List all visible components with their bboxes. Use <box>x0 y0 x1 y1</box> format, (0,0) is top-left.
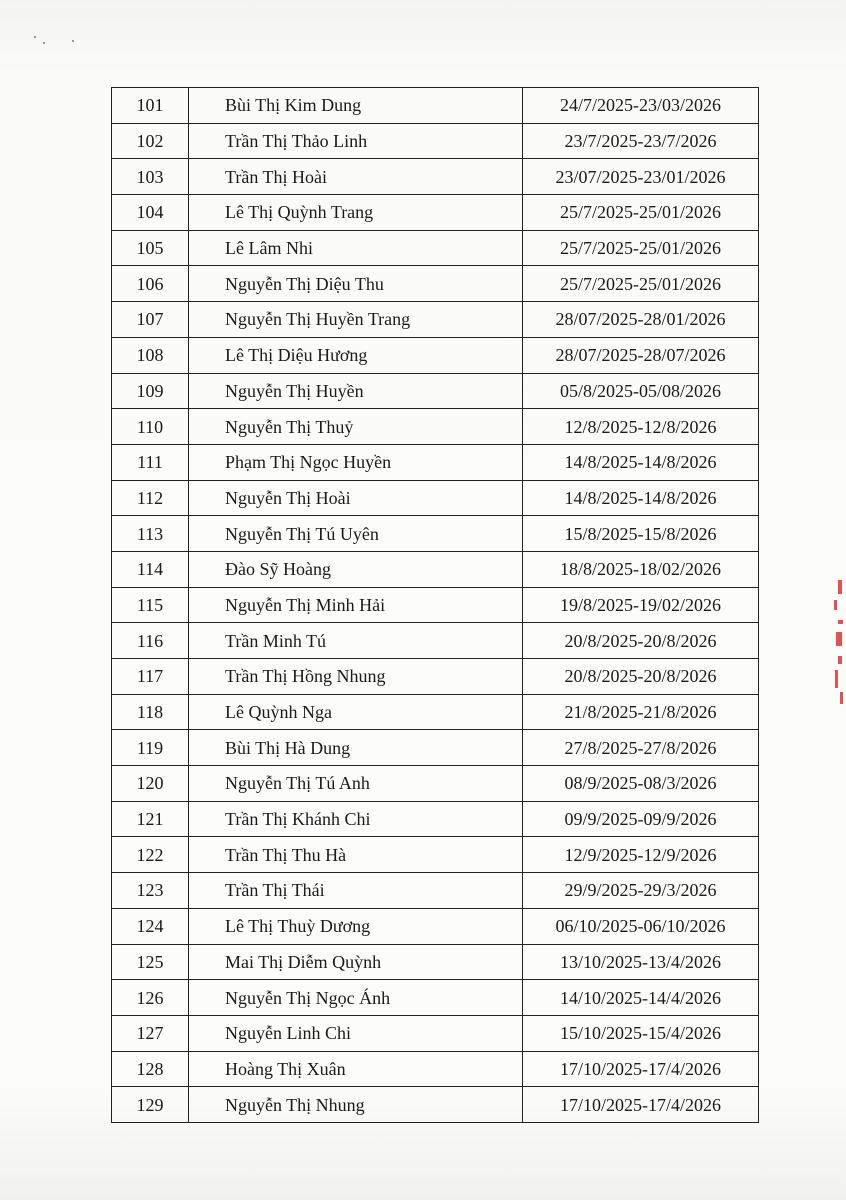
period-cell: 25/7/2025-25/01/2026 <box>523 195 759 231</box>
row-number-cell: 108 <box>112 337 189 373</box>
table-row <box>112 730 759 766</box>
period-cell: 28/07/2025-28/01/2026 <box>523 302 759 338</box>
table-row <box>112 766 759 802</box>
name-cell: Nguyễn Thị Nhung <box>189 1087 523 1123</box>
name-cell: Lê Thị Quỳnh Trang <box>189 195 523 231</box>
name-cell: Trần Thị Thái <box>189 873 523 909</box>
table-row <box>112 444 759 480</box>
table-row <box>112 908 759 944</box>
row-number-cell: 114 <box>112 551 189 587</box>
name-cell: Mai Thị Diễm Quỳnh <box>189 944 523 980</box>
row-number-cell: 101 <box>112 88 189 124</box>
row-number-cell: 128 <box>112 1051 189 1087</box>
period-cell: 05/8/2025-05/08/2026 <box>523 373 759 409</box>
table-row <box>112 230 759 266</box>
row-number-cell: 127 <box>112 1015 189 1051</box>
roster-table-body <box>112 88 759 1123</box>
name-cell: Lê Thị Thuỳ Dương <box>189 908 523 944</box>
row-number-cell: 103 <box>112 159 189 195</box>
row-number-cell: 107 <box>112 302 189 338</box>
row-number-cell: 116 <box>112 623 189 659</box>
name-cell: Trần Thị Hồng Nhung <box>189 659 523 695</box>
name-cell: Trần Thị Thu Hà <box>189 837 523 873</box>
period-cell: 08/9/2025-08/3/2026 <box>523 766 759 802</box>
row-number-cell: 112 <box>112 480 189 516</box>
name-cell: Nguyễn Thị Huyền Trang <box>189 302 523 338</box>
period-cell: 12/9/2025-12/9/2026 <box>523 837 759 873</box>
name-cell: Nguyễn Thị Tú Anh <box>189 766 523 802</box>
table-row <box>112 1015 759 1051</box>
table-row <box>112 1051 759 1087</box>
table-row <box>112 516 759 552</box>
row-number-cell: 102 <box>112 123 189 159</box>
table-row <box>112 159 759 195</box>
period-cell: 14/8/2025-14/8/2026 <box>523 480 759 516</box>
table-row <box>112 337 759 373</box>
row-number-cell: 122 <box>112 837 189 873</box>
name-cell: Trần Thị Hoài <box>189 159 523 195</box>
name-cell: Nguyễn Thị Tú Uyên <box>189 516 523 552</box>
table-row <box>112 123 759 159</box>
row-number-cell: 110 <box>112 409 189 445</box>
table-row <box>112 480 759 516</box>
name-cell: Nguyễn Thị Diệu Thu <box>189 266 523 302</box>
period-cell: 20/8/2025-20/8/2026 <box>523 659 759 695</box>
row-number-cell: 124 <box>112 908 189 944</box>
row-number-cell: 105 <box>112 230 189 266</box>
period-cell: 09/9/2025-09/9/2026 <box>523 801 759 837</box>
name-cell: Trần Thị Khánh Chi <box>189 801 523 837</box>
table-row <box>112 837 759 873</box>
table-row <box>112 373 759 409</box>
name-cell: Bùi Thị Hà Dung <box>189 730 523 766</box>
period-cell: 14/10/2025-14/4/2026 <box>523 980 759 1016</box>
name-cell: Trần Thị Thảo Linh <box>189 123 523 159</box>
row-number-cell: 111 <box>112 444 189 480</box>
table-row <box>112 1087 759 1123</box>
name-cell: Trần Minh Tú <box>189 623 523 659</box>
name-cell: Nguyễn Thị Huyền <box>189 373 523 409</box>
table-row <box>112 195 759 231</box>
row-number-cell: 126 <box>112 980 189 1016</box>
table-row <box>112 266 759 302</box>
period-cell: 06/10/2025-06/10/2026 <box>523 908 759 944</box>
period-cell: 17/10/2025-17/4/2026 <box>523 1087 759 1123</box>
table-row <box>112 980 759 1016</box>
red-stamp-edge <box>826 570 846 710</box>
table-row <box>112 873 759 909</box>
table-row <box>112 409 759 445</box>
table-row <box>112 551 759 587</box>
row-number-cell: 119 <box>112 730 189 766</box>
period-cell: 17/10/2025-17/4/2026 <box>523 1051 759 1087</box>
period-cell: 19/8/2025-19/02/2026 <box>523 587 759 623</box>
table-row <box>112 88 759 124</box>
table-row <box>112 801 759 837</box>
table-row <box>112 302 759 338</box>
period-cell: 21/8/2025-21/8/2026 <box>523 694 759 730</box>
table-row <box>112 944 759 980</box>
period-cell: 12/8/2025-12/8/2026 <box>523 409 759 445</box>
period-cell: 15/8/2025-15/8/2026 <box>523 516 759 552</box>
row-number-cell: 104 <box>112 195 189 231</box>
name-cell: Phạm Thị Ngọc Huyền <box>189 444 523 480</box>
name-cell: Đào Sỹ Hoàng <box>189 551 523 587</box>
period-cell: 14/8/2025-14/8/2026 <box>523 444 759 480</box>
period-cell: 23/7/2025-23/7/2026 <box>523 123 759 159</box>
table-row <box>112 623 759 659</box>
period-cell: 13/10/2025-13/4/2026 <box>523 944 759 980</box>
table-row <box>112 587 759 623</box>
table-row <box>112 659 759 695</box>
name-cell: Bùi Thị Kim Dung <box>189 88 523 124</box>
row-number-cell: 129 <box>112 1087 189 1123</box>
row-number-cell: 106 <box>112 266 189 302</box>
period-cell: 24/7/2025-23/03/2026 <box>523 88 759 124</box>
period-cell: 25/7/2025-25/01/2026 <box>523 230 759 266</box>
name-cell: Lê Thị Diệu Hương <box>189 337 523 373</box>
row-number-cell: 123 <box>112 873 189 909</box>
period-cell: 20/8/2025-20/8/2026 <box>523 623 759 659</box>
name-cell: Nguyễn Thị Thuỷ <box>189 409 523 445</box>
name-cell: Nguyễn Thị Minh Hải <box>189 587 523 623</box>
period-cell: 28/07/2025-28/07/2026 <box>523 337 759 373</box>
period-cell: 15/10/2025-15/4/2026 <box>523 1015 759 1051</box>
name-cell: Hoàng Thị Xuân <box>189 1051 523 1087</box>
name-cell: Nguyễn Thị Hoài <box>189 480 523 516</box>
name-cell: Lê Quỳnh Nga <box>189 694 523 730</box>
roster-table <box>111 87 759 1123</box>
table-row <box>112 694 759 730</box>
row-number-cell: 120 <box>112 766 189 802</box>
period-cell: 27/8/2025-27/8/2026 <box>523 730 759 766</box>
row-number-cell: 121 <box>112 801 189 837</box>
row-number-cell: 117 <box>112 659 189 695</box>
row-number-cell: 115 <box>112 587 189 623</box>
period-cell: 18/8/2025-18/02/2026 <box>523 551 759 587</box>
row-number-cell: 109 <box>112 373 189 409</box>
period-cell: 23/07/2025-23/01/2026 <box>523 159 759 195</box>
row-number-cell: 125 <box>112 944 189 980</box>
name-cell: Nguyễn Thị Ngọc Ánh <box>189 980 523 1016</box>
period-cell: 25/7/2025-25/01/2026 <box>523 266 759 302</box>
row-number-cell: 113 <box>112 516 189 552</box>
name-cell: Nguyễn Linh Chi <box>189 1015 523 1051</box>
name-cell: Lê Lâm Nhi <box>189 230 523 266</box>
period-cell: 29/9/2025-29/3/2026 <box>523 873 759 909</box>
row-number-cell: 118 <box>112 694 189 730</box>
scan-specks <box>34 30 84 50</box>
